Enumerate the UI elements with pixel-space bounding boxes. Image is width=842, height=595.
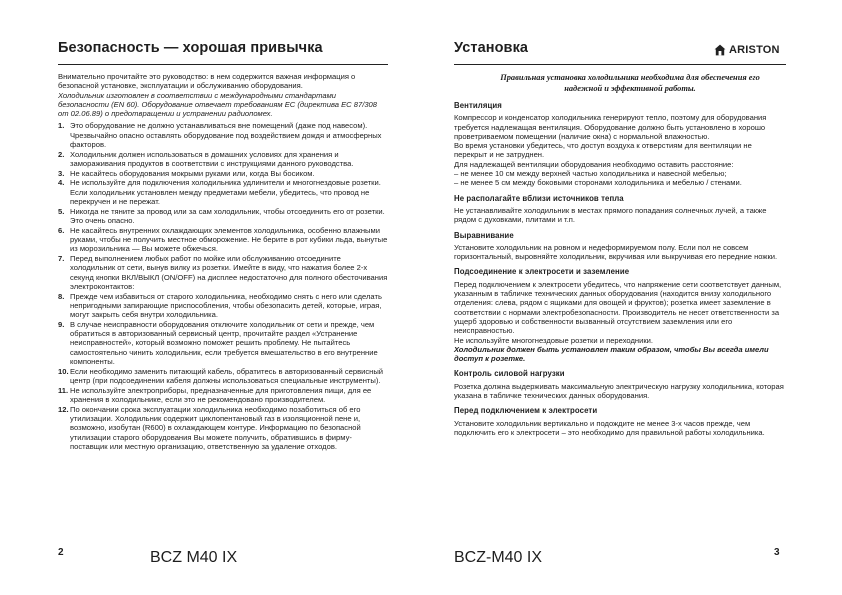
section-body [454, 382, 786, 401]
ariston-house-icon [714, 44, 726, 56]
right-page-title: Установка [454, 40, 529, 56]
intro-paragraph: Внимательно прочитайте это руководство: в нем содержится важная информация о безопасной установке, эксплуатации и обслуживанию оборудования. [58, 72, 356, 91]
item-number: 1. [58, 121, 65, 131]
section-heat-sources [454, 194, 786, 225]
section-paragraph: – не менее 5 см между боковыми сторонами холодильника и мебелью / стенами. [454, 178, 742, 188]
section-paragraph: Розетка должна выдерживать максимальную электрическую нагрузку холодильника, которая указана в табличке технических данных оборудования. [454, 381, 784, 401]
section-before-connect [454, 406, 786, 437]
section-paragraph: Для надлежащей вентиляции оборудования необходимо оставить расстояние: [454, 159, 734, 169]
list-item [58, 226, 388, 254]
list-item [58, 292, 388, 320]
item-number: 12. [58, 404, 69, 414]
item-number: 2. [58, 149, 65, 159]
list-item [58, 320, 388, 366]
section-heading: Контроль силовой нагрузки [454, 369, 565, 379]
right-page [421, 0, 842, 595]
section-paragraph: Перед подключением к электросети убедитесь, что напряжение сети соответствует данным, указанным в табличке технических данных оборудования (находится внизу холодильного отделения: слева, рядом с ящиками для овощей и фруктов); розетка имеет заземление в соответствии с нормами электробезопасности. Производитель не несет ответственности за ущерб здоровью и собственности вызванный отсутствием заземления или его неисправностью. [454, 279, 782, 336]
right-column [454, 72, 786, 443]
lead-text: Правильная установка холодильника необходима для обеспечения его надежной и эффективной работы. [500, 73, 760, 93]
model-code: BCZ-M40 IX [454, 549, 543, 566]
item-text: По окончании срока эксплуатации холодильника необходимо позаботиться об его утилизации. Холодильник содержит циклопентановый газ в изоляционной пене и, возможно, изобутан (R600) в охлаждающем контуре. Информацию по безопасной утилизации старого оборудования Вы можете получить, обратившись в фирму-поставщик или местную организацию, ответственную за удаление отходов. [70, 404, 361, 451]
section-heading: Не располагайте вблизи источников тепла [454, 193, 624, 203]
list-item [58, 207, 388, 226]
item-text: Прежде чем избавиться от старого холодильника, необходимо снять с него или сделать непригодными запирающие приспособления, чтобы обезопасить детей, которые, играя, могут закрыть себя внутри холодильника. [70, 291, 382, 320]
list-item [58, 169, 388, 178]
item-text: Холодильник должен использоваться в домашних условиях для хранения и замораживания продуктов в соответствии с инструкциями данного руководства. [70, 149, 354, 169]
list-item [58, 150, 388, 169]
section-heading: Подсоединение к электросети и заземление [454, 267, 630, 277]
page-number: 3 [774, 547, 780, 558]
item-number: 10. [58, 366, 69, 376]
section-ventilation [454, 101, 786, 188]
section-body [454, 280, 786, 364]
right-title-rule [454, 64, 786, 65]
section-heading: Вентиляция [454, 101, 502, 110]
brand-logo [714, 44, 780, 56]
intro-standards: Холодильник изготовлен в соответствии с международными стандартами безопасности (EN 60). Оборудование отвечает требованиям ЕС (директива ЕС 87/308 от 02.06.89) о предотвращении и устранении радиопомех. [58, 90, 377, 119]
item-number: 4. [58, 178, 65, 188]
section-body [454, 113, 786, 187]
section-body [454, 206, 786, 225]
item-text: Это оборудование не должно устанавливаться вне помещений (даже под навесом). Чрезвычайно опасно оставлять оборудование под воздействием дождя и атмосферных факторов. [70, 121, 382, 150]
list-item [58, 386, 388, 405]
section-paragraph: Во время установки убедитесь, что доступ воздуха к отверстиям для вентиляции не перекрыт и не затруднен. [454, 141, 752, 160]
section-paragraph: Установите холодильник на ровном и недеформируемом полу. Если пол не совсем горизонтальный, выровняйте холодильник, вкручивая или выкручивая его передние ножки. [454, 242, 778, 262]
item-text: Перед выполнением любых работ по мойке или обслуживанию отсоедините холодильник от сети, вынув вилку из розетки. Имейте в виду, что нажатия более 2-х секунд кнопки ВКЛ/ВЫКЛ (ON/OFF) на дисплее недостаточно для полного обесточивания электроконтактов: [70, 253, 388, 291]
item-text: Не используйте для подключения холодильника удлинители и многогнездовые розетки. Если холодильник установлен между предметами мебели, убедитесь, что провод не перекручен и не пережат. [70, 178, 381, 207]
logo-text: ARISTON [729, 44, 780, 56]
list-item [58, 254, 388, 291]
section-paragraph: Компрессор и конденсатор холодильника генерируют тепло, поэтому для оборудования требуется надлежащая вентиляция. Оборудование должно быть установлено в хорошо проветриваемом помещении (наличие окна) с нормальной влажностью. [454, 113, 767, 141]
section-heading: Перед подключением к электросети [454, 406, 598, 416]
item-number: 5. [58, 206, 65, 216]
section-body [454, 243, 786, 262]
item-text: Не используйте электроприборы, предназначенные для приготовления пищи, для ее хранения в холодильнике, если это не рекомендовано производителем. [70, 385, 372, 404]
model-code: BCZ M40 IX [150, 549, 238, 566]
section-leveling [454, 231, 786, 262]
item-number: 6. [58, 225, 65, 235]
item-text: Если необходимо заменить питающий кабель, обратитесь в авторизованный сервисный центр (при подсоединении кабеля должны использоваться специальные инструменты). [70, 366, 384, 386]
section-load-control [454, 369, 786, 400]
item-number: 9. [58, 319, 65, 329]
item-number: 3. [58, 168, 65, 178]
item-text: Не касайтесь внутренних охлаждающих элементов холодильника, особенно влажными руками, чтобы не получить местное обморожение. Не берите в рот кубики льда, вынутые из морозильника — Вы можете обжечься. [70, 225, 388, 254]
section-paragraph: Установите холодильник вертикально и подождите не менее 3-х часов прежде, чем подключить его к электросети – это необходимо для правильной работы холодильника. [454, 418, 765, 437]
item-text: В случае неисправности оборудования отключите холодильник от сети и прежде, чем обратиться в авторизованный сервисный центр, прочитайте раздел «Устранение неисправностей», который возможно поможет решить проблему. Не пытайтесь самостоятельно чинить холодильник, если требуется вмешательство в его внутренние компоненты. [70, 319, 378, 367]
section-body [454, 419, 786, 438]
left-page-title: Безопасность — хорошая привычка [58, 40, 323, 56]
section-grounding [454, 267, 786, 363]
safety-list [58, 121, 388, 451]
left-title-rule [58, 64, 388, 65]
list-item [58, 367, 388, 386]
section-paragraph: Не устанавливайте холодильник в местах прямого попадания солнечных лучей, а также рядом с духовками, плитами и т.п. [454, 205, 767, 225]
list-item [58, 178, 388, 206]
safety-intro [58, 72, 388, 118]
list-item [58, 405, 388, 451]
item-number: 7. [58, 253, 65, 263]
section-heading: Выравнивание [454, 230, 514, 240]
item-number: 11. [58, 385, 69, 395]
section-warning: Холодильник должен быть установлен таким образом, чтобы Вы всегда имели доступ к розетке. [454, 344, 769, 364]
list-item [58, 121, 388, 149]
item-text: Не касайтесь оборудования мокрыми руками или, когда Вы босиком. [70, 168, 315, 178]
section-paragraph: Не используйте многогнездовые розетки и переходники. [454, 335, 654, 345]
left-column [58, 72, 388, 452]
section-paragraph: – не менее 10 см между верхней частью холодильника и навесной мебелью; [454, 169, 727, 179]
item-number: 8. [58, 291, 65, 301]
item-text: Никогда не тяните за провод или за сам холодильник, чтобы отсоединить его от розетки. Это очень опасно. [70, 206, 385, 226]
page-number: 2 [58, 547, 64, 558]
